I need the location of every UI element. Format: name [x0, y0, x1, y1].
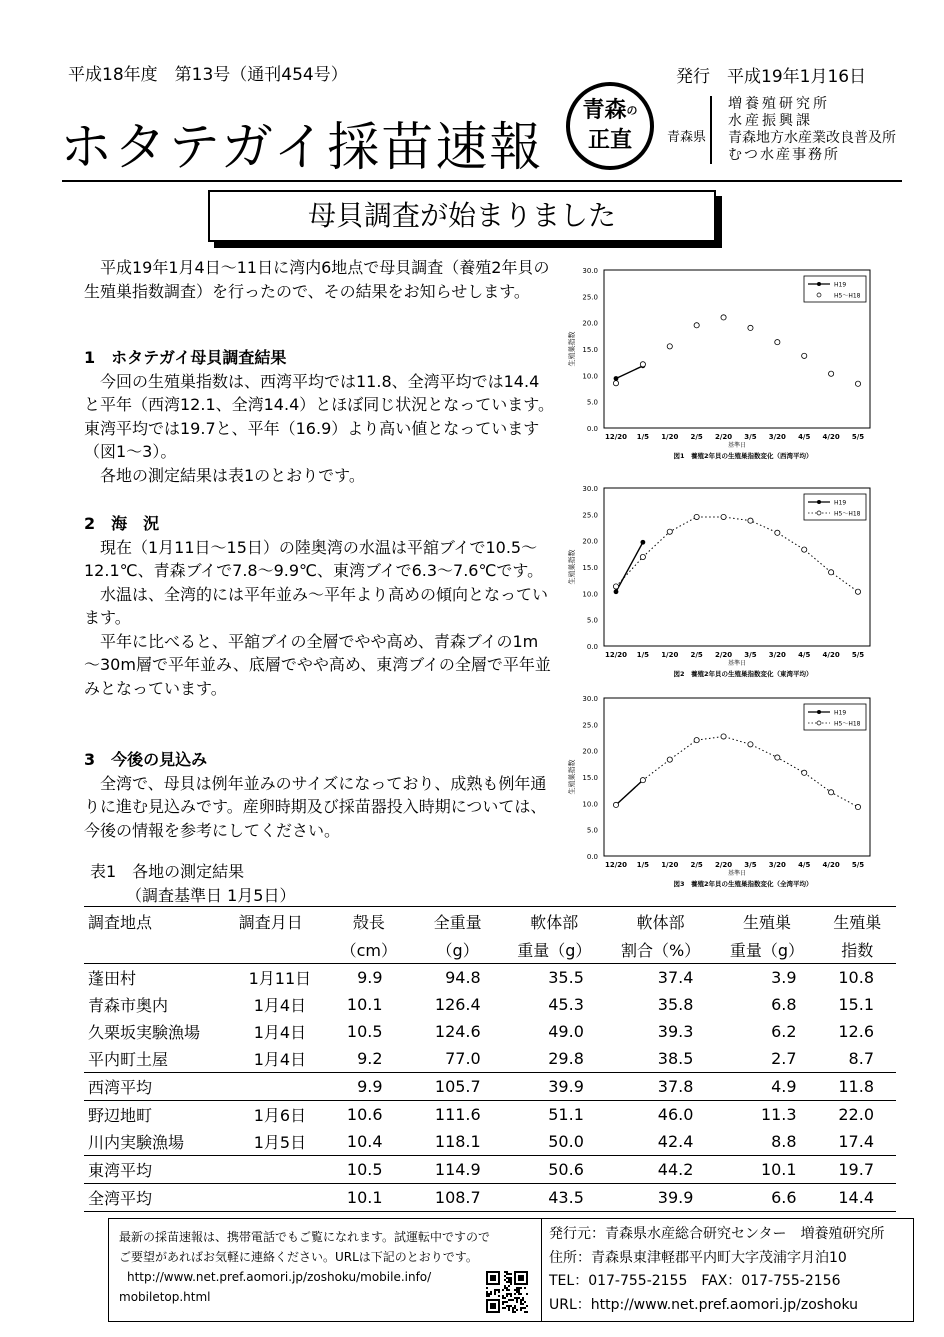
x-axis-label: 基準日: [727, 442, 747, 449]
table-cell: 42.4: [657, 1132, 694, 1151]
section-2: 2 海 況 現在（1月11日～15日）の陸奥湾の水温は平舘ブイで10.5～12.1℃、青森ブイで7.8～9.9℃、東湾ブイで6.3～7.6℃です。 水温は、全湾的には平年並み～平年より高めの傾向となっています。 平年に比べると、平舘ブイの全層でやや高め、青森ブイの1m～30m層で平年並み、底層でやや高め、東湾ブイの全層で平年並みとなっています。: [84, 512, 554, 700]
table-cell: 全湾平均: [88, 1189, 153, 1208]
table-cell: 8.7: [848, 1049, 874, 1068]
table-average-row: [84, 1073, 896, 1101]
data-point: [855, 589, 860, 594]
x-tick-label: 3/20: [768, 433, 786, 441]
x-tick-label: 5/5: [851, 861, 865, 869]
x-tick-label: 5/5: [851, 433, 865, 441]
table-cell: 38.5: [657, 1049, 694, 1068]
table-cell: [235, 1073, 325, 1101]
table-cell: 50.6: [548, 1160, 584, 1179]
table-row: [84, 1018, 896, 1045]
table-cell: 108.7: [434, 1188, 481, 1207]
table-cell: 50.0: [548, 1132, 584, 1151]
y-tick-label: 20.0: [582, 319, 598, 328]
table-header-cell: 生殖巣: [742, 912, 791, 932]
table-cell: 105.7: [434, 1077, 481, 1096]
y-tick-label: 15.0: [582, 564, 598, 572]
publish-date: 発行 平成19年1月16日: [676, 67, 867, 87]
chart-2-svg: [560, 480, 880, 695]
data-point: [694, 514, 699, 519]
org-item: 青森地方水産業改良普及所: [728, 130, 896, 146]
section-title: 1 ホタテガイ母貝調査結果: [84, 348, 287, 367]
legend-marker: [817, 710, 821, 714]
y-tick-label: 30.0: [582, 695, 598, 703]
table-cell: 1月6日: [253, 1106, 307, 1125]
table-cell: 10.4: [346, 1132, 383, 1151]
x-tick-label: 2/20: [714, 651, 733, 659]
data-point: [640, 362, 645, 367]
series-line: [616, 542, 643, 592]
footer-divider: [541, 1219, 542, 1321]
table-header-cell: 調査地点: [88, 912, 153, 932]
x-tick-label: 3/20: [768, 651, 786, 659]
legend-marker: [817, 500, 821, 504]
y-tick-label: 0.0: [586, 853, 598, 861]
x-tick-label: 1/5: [636, 861, 650, 869]
org-list: [710, 96, 896, 164]
legend-label: H5～H18: [834, 510, 861, 518]
results-table: [84, 906, 896, 1212]
table-header-cell: [235, 935, 325, 964]
table-header-cell: 重量（g）: [517, 940, 592, 960]
table-cell: 37.4: [657, 968, 694, 987]
x-axis-label: 基準日: [727, 660, 747, 667]
x-tick-label: 3/5: [744, 433, 757, 441]
intro-paragraph: 平成19年1月4日～11日に湾内6地点で母貝調査（養殖2年貝の生殖巣指数調査）を行ったので、その結果をお知らせします。: [84, 258, 550, 301]
data-point: [694, 738, 699, 743]
chart-1-svg: [560, 262, 880, 477]
seal-logo: 青 森 の 正 直: [566, 82, 654, 170]
table-cell: 77.0: [445, 1049, 481, 1068]
table-cell: 4.9: [771, 1077, 797, 1096]
table-header-cell: 指数: [841, 940, 874, 960]
x-tick-label: 4/5: [798, 433, 811, 441]
table-cell: 10.5: [346, 1022, 383, 1041]
data-point: [614, 589, 619, 594]
table-cell: 14.4: [838, 1188, 874, 1207]
chart-title: 図1 養殖2年貝の生殖巣指数変化（西湾平均）: [673, 452, 813, 460]
legend-marker: [817, 511, 821, 515]
table-cell: 川内実験漁場: [88, 1133, 185, 1152]
data-point: [829, 790, 834, 795]
data-point: [802, 353, 807, 358]
section-title: 2 海 況: [84, 514, 160, 533]
table-cell: 19.7: [838, 1160, 874, 1179]
table-cell: 9.2: [357, 1049, 383, 1068]
x-tick-label: 1/5: [636, 433, 650, 441]
data-point: [613, 584, 618, 589]
data-point: [748, 518, 753, 523]
table-cell: 118.1: [434, 1132, 481, 1151]
x-tick-label: 12/20: [604, 861, 628, 869]
table-header-cell: 調査月日: [238, 912, 303, 932]
y-axis-label: 生殖巣指数: [568, 549, 576, 585]
y-axis-label: 生殖巣指数: [568, 331, 576, 367]
data-point: [855, 804, 860, 809]
section-1: 1 ホタテガイ母貝調査結果 今回の生殖巣指数は、西湾平均では11.8、全湾平均では14.4と平年（西湾12.1、全湾14.4）とほぼ同じ状況となっています。東湾平均では19.7と、平年（16.9）より高い値となっています（図1～3）。 各地の測定結果は表1のとおりです。: [84, 348, 554, 485]
x-tick-label: 12/20: [604, 651, 628, 659]
x-tick-label: 1/5: [636, 651, 650, 659]
x-tick-label: 4/5: [798, 861, 811, 869]
series-line: [616, 517, 858, 592]
table-cell: [235, 1156, 325, 1184]
section-title: 3 今後の見込み: [84, 750, 208, 769]
table-cell: 114.9: [434, 1160, 481, 1179]
footer-right: 発行元：青森県水産総合研究センター 増養殖研究所 住所：青森県東津軽郡平内町大字茂浦字月泊10 TEL：017-755-2155 FAX：017-755-2156 URL：http://www.net.pref.aomori.jp/zoshoku: [549, 1226, 885, 1313]
table-cell: 51.1: [548, 1105, 584, 1124]
table-cell: 22.0: [838, 1105, 874, 1124]
y-tick-label: 0.0: [586, 425, 598, 433]
y-axis-label: 生殖巣指数: [568, 759, 576, 795]
y-tick-label: 25.0: [582, 293, 598, 302]
data-point: [613, 802, 618, 807]
section-3: 3 今後の見込み 全湾で、母貝は例年並みのサイズになっており、成熟も例年通りに進む見込みです。産卵時期及び採苗器投入時期については、今後の情報を参考にしてください。: [84, 748, 554, 842]
org-item: 増養殖研究所: [728, 96, 830, 112]
data-point: [775, 340, 780, 345]
table-cell: 青森市奥内: [88, 996, 169, 1015]
y-tick-label: 15.0: [582, 774, 598, 782]
table-header-cell: 重量（g）: [729, 940, 805, 960]
table-cell: 111.6: [434, 1105, 481, 1124]
x-tick-label: 3/20: [768, 861, 786, 869]
data-point: [802, 547, 807, 552]
table-cell: 35.5: [548, 968, 584, 987]
table-cell: 39.3: [657, 1022, 694, 1041]
x-tick-label: 2/5: [690, 651, 703, 659]
table-cell: 37.8: [657, 1077, 694, 1096]
data-point: [855, 381, 860, 386]
chart-title: 図2 養殖2年貝の生殖巣指数変化（東湾平均）: [673, 670, 813, 678]
table-cell: 11.8: [838, 1077, 874, 1096]
table-cell: 3.9: [771, 968, 797, 987]
table-cell: 野辺地町: [88, 1106, 153, 1125]
table-header-cell: [84, 935, 235, 964]
chart-title: 図3 養殖2年貝の生殖巣指数変化（全湾平均）: [673, 880, 813, 888]
data-point: [614, 376, 619, 381]
data-point: [613, 381, 618, 386]
data-point: [829, 371, 834, 376]
data-point: [721, 514, 726, 519]
table-cell: 蓬田村: [88, 969, 137, 988]
table-cell: 久栗坂実験漁場: [88, 1023, 201, 1042]
table-row: [84, 1128, 896, 1156]
legend-label: H19: [834, 709, 847, 717]
org-item: 水産振興課: [728, 113, 813, 129]
legend-marker: [817, 293, 821, 297]
table-cell: 94.8: [445, 968, 481, 987]
table-average-row: [84, 1184, 896, 1212]
legend-marker: [817, 282, 821, 286]
series-line: [616, 366, 643, 379]
y-tick-label: 5.0: [586, 616, 598, 625]
y-tick-label: 0.0: [586, 643, 598, 651]
org-item: むつ水産事務所: [728, 147, 840, 163]
table-cell: 1月5日: [253, 1133, 307, 1152]
table-header-cell: 割合（%）: [621, 940, 701, 960]
x-axis-label: 基準日: [727, 870, 747, 877]
x-tick-label: 2/20: [714, 433, 733, 441]
data-point: [667, 344, 672, 349]
headline-box: 母貝調査が始まりました: [208, 190, 716, 242]
data-point: [640, 540, 645, 545]
y-tick-label: 10.0: [582, 800, 598, 809]
legend-label: H19: [834, 499, 847, 507]
data-point: [748, 742, 753, 747]
data-point: [829, 570, 834, 575]
page-title: ホタテガイ採苗速報: [60, 118, 544, 178]
x-tick-label: 12/20: [604, 433, 628, 441]
table-header-cell: 生殖巣: [833, 912, 882, 932]
x-tick-label: 2/20: [714, 861, 733, 869]
table-cell: [235, 1184, 325, 1212]
y-tick-label: 5.0: [586, 826, 598, 835]
data-point: [640, 778, 645, 783]
y-tick-label: 25.0: [582, 721, 598, 730]
table-cell: 1月4日: [253, 996, 307, 1015]
data-point: [775, 530, 780, 535]
y-tick-label: 25.0: [582, 511, 598, 520]
data-point: [721, 734, 726, 739]
table-cell: 15.1: [838, 995, 874, 1014]
data-point: [667, 757, 672, 762]
data-point: [667, 529, 672, 534]
table-cell: 17.4: [838, 1132, 874, 1151]
table-cell: 平内町土屋: [88, 1050, 169, 1069]
data-point: [721, 315, 726, 320]
footer-left: 最新の採苗速報は、携帯電話でもご覧になれます。試運転中ですので ご要望があればお気軽に連絡ください。URLは下記のとおりです。 http://www.net.pref.aomori.jp/zoshoku/mobile.info/ mobiletop.html: [119, 1230, 491, 1304]
table-row: [84, 1101, 896, 1129]
table-header-cell: （cm）: [340, 940, 398, 960]
table-cell: 9.9: [357, 968, 383, 987]
table-cell: 39.9: [657, 1188, 694, 1207]
table-cell: 29.8: [548, 1049, 584, 1068]
issue-number: 平成18年度 第13号（通刊454号）: [68, 65, 348, 85]
table-cell: 9.9: [357, 1077, 383, 1096]
legend-label: H19: [834, 281, 847, 289]
table-cell: 49.0: [548, 1022, 584, 1041]
series-line: [616, 736, 858, 807]
table-row: [84, 991, 896, 1018]
table-header-cell: 軟体部: [636, 912, 685, 932]
table-cell: 124.6: [434, 1022, 481, 1041]
table-header-cell: 殻長: [352, 912, 385, 932]
x-tick-label: 4/20: [822, 861, 840, 869]
table-cell: 11.3: [760, 1105, 797, 1124]
data-point: [775, 755, 780, 760]
table-cell: 44.2: [657, 1160, 694, 1179]
table-row: [84, 1045, 896, 1073]
x-tick-label: 2/5: [690, 433, 703, 441]
x-tick-label: 3/5: [744, 861, 757, 869]
y-tick-label: 20.0: [582, 747, 598, 756]
table-cell: 39.9: [548, 1077, 584, 1096]
legend-label: H5～H18: [834, 292, 861, 300]
x-tick-label: 1/20: [661, 861, 679, 869]
y-tick-label: 10.0: [582, 372, 598, 381]
chart-2: [560, 480, 880, 699]
table-cell: 6.8: [771, 995, 797, 1014]
table-header-cell: （g）: [436, 940, 479, 960]
table-cell: 46.0: [657, 1105, 694, 1124]
table-cell: 1月11日: [248, 969, 312, 988]
chart-1: [560, 262, 880, 481]
y-tick-label: 30.0: [582, 267, 598, 275]
x-tick-label: 3/5: [744, 651, 757, 659]
table-caption: 表1 各地の測定結果 （調査基準日 1月5日）: [90, 862, 296, 905]
y-tick-label: 5.0: [586, 398, 598, 407]
header-divider: [62, 180, 902, 182]
data-point: [640, 554, 645, 559]
table-cell: 10.1: [760, 1160, 797, 1179]
qr-code-icon: [486, 1271, 528, 1313]
y-tick-label: 15.0: [582, 346, 598, 354]
legend-label: H5～H18: [834, 720, 861, 728]
prefecture-label: 青森県: [667, 130, 707, 145]
table-header-row: [84, 907, 896, 936]
table-cell: 45.3: [548, 995, 584, 1014]
x-tick-label: 4/20: [822, 651, 840, 659]
table-header-cell: 全重量: [433, 912, 482, 932]
table-cell: 10.6: [346, 1105, 383, 1124]
table-cell: 10.1: [346, 995, 383, 1014]
table-row: [84, 964, 896, 992]
table-cell: 西湾平均: [88, 1078, 153, 1097]
table-average-row: [84, 1156, 896, 1184]
data-point: [802, 770, 807, 775]
table-cell: 1月4日: [253, 1050, 307, 1069]
legend-marker: [817, 721, 821, 725]
table-cell: 2.7: [771, 1049, 797, 1068]
table-cell: 10.5: [346, 1160, 383, 1179]
y-tick-label: 30.0: [582, 485, 598, 493]
x-tick-label: 1/20: [661, 433, 679, 441]
chart-3-svg: [560, 690, 880, 905]
table-cell: 東湾平均: [88, 1161, 153, 1180]
table-cell: 6.6: [771, 1188, 797, 1207]
table-cell: 6.2: [771, 1022, 797, 1041]
y-tick-label: 10.0: [582, 590, 598, 599]
chart-3: [560, 690, 880, 909]
footer-box: [108, 1218, 914, 1322]
table-cell: 1月4日: [253, 1023, 307, 1042]
x-tick-label: 1/20: [661, 651, 679, 659]
table-cell: 10.8: [838, 968, 874, 987]
data-point: [748, 325, 753, 330]
table-cell: 10.1: [346, 1188, 383, 1207]
table-cell: 43.5: [548, 1188, 584, 1207]
table-cell: 12.6: [838, 1022, 874, 1041]
x-tick-label: 2/5: [690, 861, 703, 869]
table-header-row: [84, 935, 896, 964]
data-point: [694, 323, 699, 328]
y-tick-label: 20.0: [582, 537, 598, 546]
table-cell: 8.8: [771, 1132, 797, 1151]
x-tick-label: 4/20: [822, 433, 840, 441]
x-tick-label: 4/5: [798, 651, 811, 659]
x-tick-label: 5/5: [851, 651, 865, 659]
table-header-cell: 軟体部: [530, 912, 579, 932]
table-cell: 126.4: [434, 995, 481, 1014]
table-cell: 35.8: [657, 995, 694, 1014]
